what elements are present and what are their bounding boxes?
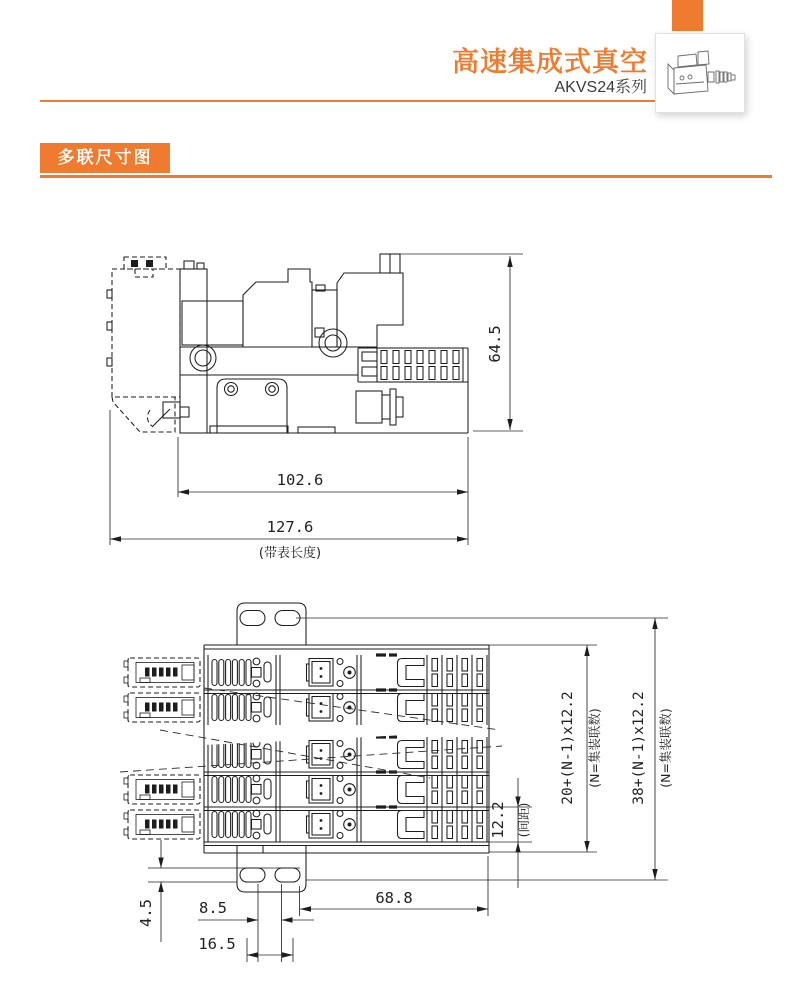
dim-label-slot-outer: 16.5: [198, 935, 236, 953]
push-in-fitting: [356, 389, 403, 425]
bottom-view-drawing: [120, 603, 673, 962]
dim-label-stack-inner-note: (N=集装联数): [587, 708, 602, 788]
dim-label-slot-height: 4.5: [137, 899, 155, 927]
dim-label-total-note: (带表长度): [258, 546, 322, 561]
dim-label-pitch: 12.2: [489, 801, 507, 839]
dim-label-total-length: 127.6: [266, 518, 314, 536]
top-mounting-bracket: [237, 603, 306, 645]
page-title: 高速集成式真空: [452, 47, 648, 77]
dim-label-right-span: 68.8: [375, 889, 413, 907]
section-badge: 多联尺寸图: [40, 143, 170, 173]
dim-right-span-68-8: [300, 856, 489, 916]
dim-height-64-5: [400, 254, 523, 431]
break-lines: [120, 688, 502, 778]
dim-label-pitch-note: (间距): [516, 802, 531, 838]
dim-total-length-127-6: [110, 518, 468, 561]
series-label: AKVS24系列: [554, 79, 647, 96]
top-view-drawing: [107, 254, 523, 561]
terminal-block-side: [377, 348, 463, 382]
dim-label-body-length: 102.6: [276, 471, 324, 489]
station-rows: [124, 653, 487, 842]
valve-body-side: [180, 254, 468, 433]
gauge-unit-dashed: [107, 257, 189, 432]
dim-label-stack-outer: 38+(N-1)x12.2: [631, 691, 647, 805]
dim-label-stack-outer-note: (N=集装联数): [658, 708, 673, 788]
dim-label-slot-inner: 8.5: [199, 899, 227, 917]
mounting-bracket-side: [210, 379, 335, 433]
dim-label-stack-inner: 20+(N-1)x12.2: [560, 691, 576, 805]
dim-slot-height-4-5: [137, 840, 164, 942]
dim-slot-outer-16-5: [198, 935, 293, 962]
dim-label-height: 64.5: [486, 325, 504, 363]
bottom-mounting-bracket: [148, 853, 306, 892]
